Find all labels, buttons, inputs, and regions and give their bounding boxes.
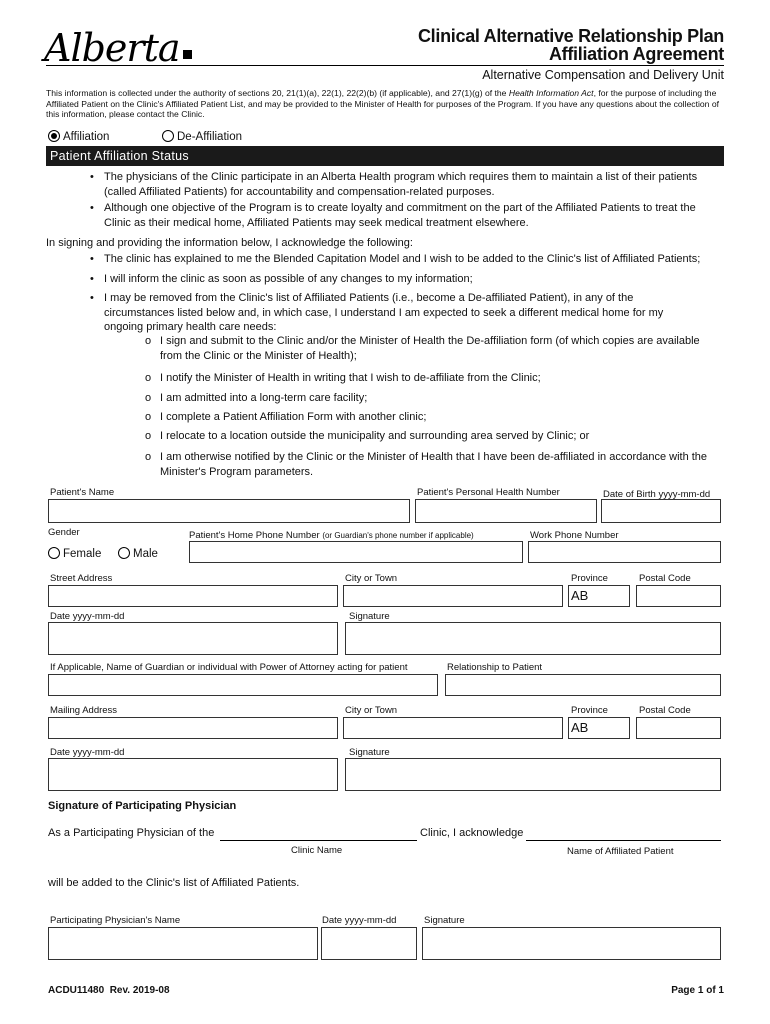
form-title-line2: Affiliation Agreement: [548, 44, 724, 64]
physician-heading: Signature of Participating Physician: [48, 800, 237, 812]
will-be-added-text: will be added to the Clinic's list of Affiliated Patients.: [48, 877, 300, 889]
sub-bullet-text: I notify the Minister of Health in writing that I wish to de-affiliate from the Clinic;: [160, 372, 541, 384]
physician-date-label: Date yyyy-mm-dd: [322, 915, 397, 926]
dob-label: Date of Birth yyyy-mm-dd: [603, 489, 711, 500]
work-phone-input[interactable]: [528, 541, 721, 563]
patient-signature-label: Signature: [349, 611, 390, 622]
bullet-marker: •: [90, 273, 94, 285]
phn-label: Patient's Personal Health Number: [417, 487, 560, 498]
sub-bullet-text: I relocate to a location outside the municipality and surrounding area served by Clinic; or: [160, 430, 590, 442]
patient-date-input[interactable]: [48, 622, 338, 655]
guardian-city-input[interactable]: [343, 717, 563, 739]
page-number: Page 1 of 1: [671, 985, 724, 996]
patient-signature-field[interactable]: [345, 622, 721, 655]
list-item: [90, 201, 724, 230]
physician-statement-mid: Clinic, I acknowledge: [420, 827, 524, 839]
clinic-name-caption: Clinic Name: [291, 845, 343, 856]
guardian-signature-label: Signature: [349, 747, 390, 758]
bullet-text: The physicians of the Clinic participate in an Alberta Health program which requires them to maintain a list of their patients (called Affiliated Patients) for accountability and compensation-related purposes.: [104, 171, 698, 198]
notice-act-name: Health Information Act: [508, 88, 594, 98]
sub-bullet-marker: o: [145, 411, 152, 423]
patient-name-caption: Name of Affiliated Patient: [567, 846, 674, 857]
postal-code-input[interactable]: [636, 585, 721, 607]
sub-bullet-marker: o: [145, 372, 152, 384]
bullet-text: I may be removed from the Clinic's list of Affiliated Patients (i.e., become a De-affiliated Patient), in any of the circumstances listed below and, in which case, I understand I am expected to seek a different medical home for my ongoing primary health care needs:: [104, 292, 664, 333]
female-radio[interactable]: [48, 547, 60, 559]
list-item: [145, 391, 724, 406]
bullet-marker: •: [90, 171, 94, 183]
collection-notice: [46, 88, 724, 120]
list-item: [90, 252, 724, 267]
list-item: [145, 450, 724, 479]
street-address-input[interactable]: [48, 585, 338, 607]
relationship-label: Relationship to Patient: [447, 662, 543, 673]
header-rule: [46, 65, 724, 66]
affiliation-radio[interactable]: [48, 130, 60, 142]
guardian-province-label: Province: [571, 705, 608, 716]
sub-bullet-text: I am admitted into a long-term care facility;: [160, 392, 368, 404]
acknowledgement-intro: In signing and providing the information below, I acknowledge the following:: [46, 237, 413, 249]
dob-input[interactable]: [601, 499, 721, 523]
sub-bullet-marker: o: [145, 392, 152, 404]
alberta-logo: [44, 26, 192, 70]
section-header-patient-affiliation-status: Patient Affiliation Status: [46, 146, 724, 166]
bullet-text: Although one objective of the Program is to create loyalty and commitment on the part of the Affiliated Patients to treat the Clinic as their medical home, Affiliated Patients may seek medical treatment elsewhere.: [104, 202, 696, 229]
mailing-address-label: Mailing Address: [50, 705, 118, 716]
de-affiliation-radio[interactable]: [162, 130, 174, 142]
form-title-line1: Clinical Alternative Relationship Plan: [417, 26, 724, 46]
bullet-text: The clinic has explained to me the Blended Capitation Model and I wish to be added to the Clinic's list of Affiliated Patients;: [104, 253, 701, 265]
list-item: [90, 291, 684, 335]
notice-text-1: This information is collected under the authority of sections 20, 21(1)(a), 22(1), 22(2)(b) (if applicable), and 27(1)(g) of the: [46, 88, 509, 98]
bullet-marker: •: [90, 292, 94, 304]
gender-label: Gender: [48, 527, 80, 538]
city-label: City or Town: [345, 573, 398, 584]
sub-bullet-text: I sign and submit to the Clinic and/or the Minister of Health the De-affiliation form (of which copies are available from the Clinic or the Minister of Health);: [160, 335, 700, 362]
male-label: Male: [133, 548, 158, 560]
male-radio[interactable]: [118, 547, 130, 559]
home-phone-input[interactable]: [189, 541, 523, 563]
de-affiliation-label: De-Affiliation: [177, 131, 242, 143]
patient-name-input[interactable]: [48, 499, 410, 523]
home-phone-label-text: Patient's Home Phone Number: [189, 530, 320, 541]
bullet-marker: •: [90, 253, 94, 265]
list-item: [90, 170, 724, 199]
affiliation-label: Affiliation: [63, 131, 110, 143]
female-label: Female: [63, 548, 102, 560]
home-phone-label: [189, 530, 474, 541]
guardian-name-input[interactable]: [48, 674, 438, 696]
mailing-address-input[interactable]: [48, 717, 338, 739]
patient-date-label: Date yyyy-mm-dd: [50, 611, 125, 622]
phn-input[interactable]: [415, 499, 597, 523]
notice-text-2: , for the purpose of including the Affiliated Patient on the Clinic's Affiliated Patient List, and may be provided to the Minister of Health for purposes of the Program. If you have any questions about the collection of this information, please contact the Clinic.: [46, 88, 719, 120]
physician-statement-start: As a Participating Physician of the: [48, 827, 215, 839]
guardian-date-label: Date yyyy-mm-dd: [50, 747, 125, 758]
logo-mark: [183, 50, 192, 59]
sub-bullet-text: I am otherwise notified by the Clinic or the Minister of Health that I have been de-affiliated in accordance with the Minister's Program parameters.: [160, 451, 708, 478]
sub-bullet-marker: o: [145, 335, 152, 347]
physician-signature-field[interactable]: [422, 927, 721, 960]
physician-date-input[interactable]: [321, 927, 417, 960]
guardian-province-input[interactable]: AB: [568, 717, 630, 739]
affiliation-option[interactable]: [48, 127, 109, 145]
guardian-name-label: If Applicable, Name of Guardian or individual with Power of Attorney acting for patient: [50, 662, 408, 673]
home-phone-note: (or Guardian's phone number if applicable): [322, 531, 474, 540]
list-item: [145, 334, 724, 363]
guardian-postal-code-label: Postal Code: [639, 705, 691, 716]
work-phone-label: Work Phone Number: [530, 530, 619, 541]
postal-code-label: Postal Code: [639, 573, 691, 584]
list-item: [145, 410, 724, 425]
sub-bullet-marker: o: [145, 430, 152, 442]
street-address-label: Street Address: [50, 573, 113, 584]
unit-name: Alternative Compensation and Delivery Unit: [482, 68, 724, 82]
list-item: [90, 272, 724, 287]
logo-text: Alberta: [44, 26, 180, 70]
sub-bullet-text: I complete a Patient Affiliation Form with another clinic;: [160, 411, 427, 423]
physician-name-label: Participating Physician's Name: [50, 915, 181, 926]
female-option[interactable]: [48, 544, 101, 562]
form-id: ACDU11480 Rev. 2019-08: [48, 985, 170, 996]
sub-bullet-marker: o: [145, 451, 152, 463]
clinic-name-input[interactable]: [220, 840, 417, 841]
list-item: [145, 371, 724, 386]
affiliated-patient-name-input[interactable]: [526, 840, 721, 841]
bullet-marker: •: [90, 202, 94, 214]
list-item: [145, 429, 724, 444]
province-input[interactable]: AB: [568, 585, 630, 607]
guardian-date-input[interactable]: [48, 758, 338, 791]
province-label: Province: [571, 573, 608, 584]
guardian-postal-code-input[interactable]: [636, 717, 721, 739]
physician-name-input[interactable]: [48, 927, 318, 960]
guardian-signature-field[interactable]: [345, 758, 721, 791]
city-input[interactable]: [343, 585, 563, 607]
guardian-city-label: City or Town: [345, 705, 398, 716]
physician-signature-label: Signature: [424, 915, 465, 926]
bullet-text: I will inform the clinic as soon as possible of any changes to my information;: [104, 273, 473, 285]
male-option[interactable]: [118, 544, 158, 562]
relationship-input[interactable]: [445, 674, 721, 696]
patient-name-label: Patient's Name: [50, 487, 115, 498]
de-affiliation-option[interactable]: [162, 127, 242, 145]
